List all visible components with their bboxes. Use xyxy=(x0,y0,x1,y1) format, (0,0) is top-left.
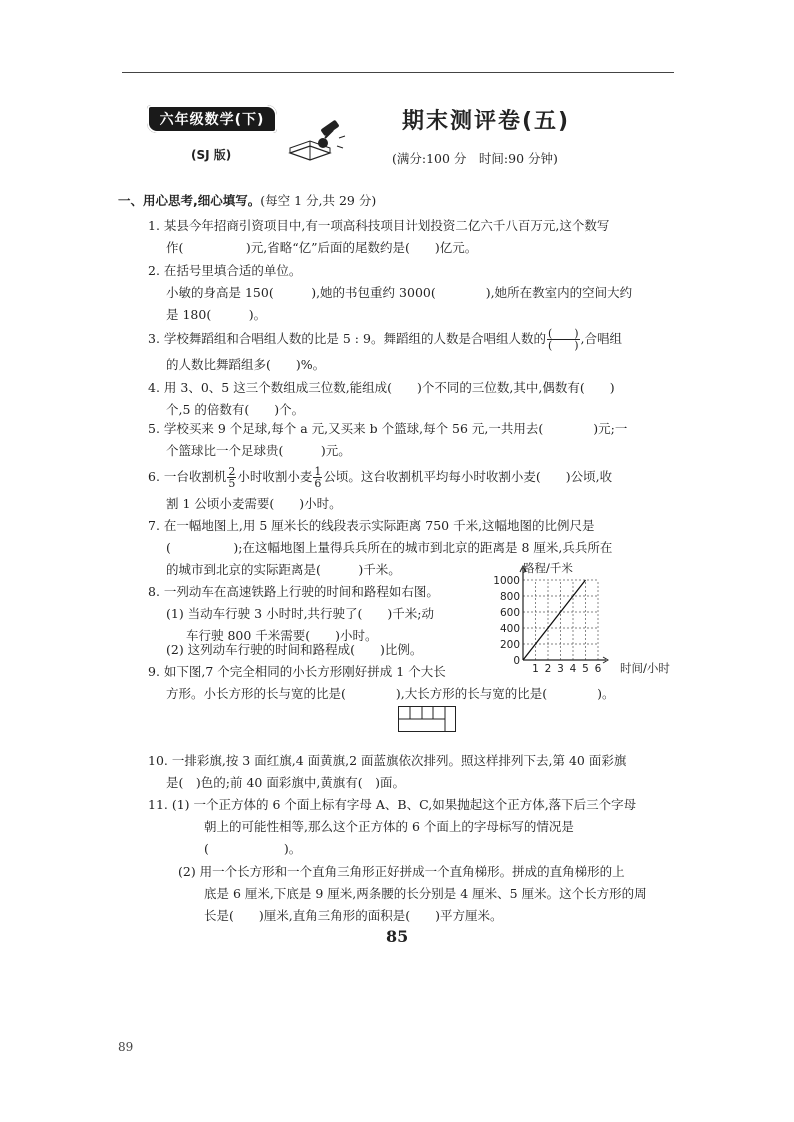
exam-subtitle: (满分:100 分 时间:90 分钟) xyxy=(392,151,558,166)
q4-line-2: 个,5 的倍数有( )个。 xyxy=(166,402,305,417)
page-number: 85 xyxy=(386,927,409,946)
q6-line-2: 割 1 公顷小麦需要( )小时。 xyxy=(166,496,342,511)
q3-line-2: 的人数比舞蹈组多( )%。 xyxy=(166,357,326,372)
x-tick-label: 2 xyxy=(544,663,552,675)
q11-line-2: 朝上的可能性相等,那么这个正方体的 6 个面上的字母标写的情况是 xyxy=(204,819,574,834)
q3-fraction-denominator: ( ) xyxy=(547,339,579,352)
q2-line-2: 小敏的身高是 150( ),她的书包重约 3000( ),她所在教室内的空间大约 xyxy=(166,285,633,300)
y-tick-label: 1000 xyxy=(493,575,520,587)
q10-line-2: 是( )色的;前 40 面彩旗中,黄旗有( )面。 xyxy=(166,775,406,790)
distance-time-chart xyxy=(480,556,695,678)
q7-line-3: 的城市到北京的实际距离是( )千米。 xyxy=(166,562,401,577)
q3-fraction xyxy=(547,328,580,351)
q5-line-2: 个篮球比一个足球贵( )元。 xyxy=(166,443,351,458)
q11-line-5: 底是 6 厘米,下底是 9 厘米,两条腰的长分别是 4 厘米、5 厘米。这个长方形的周 xyxy=(204,886,647,901)
top-rule xyxy=(122,72,674,73)
chart-grid xyxy=(523,580,598,660)
book-microscope-illustration xyxy=(285,118,350,163)
x-tick-label: 4 xyxy=(569,663,577,675)
q6-text-end: 公顷。这台收割机平均每小时收割小麦( )公顷,收 xyxy=(323,469,613,484)
chart-series xyxy=(523,580,586,660)
q6-text: 6. 一台收割机 xyxy=(148,469,227,484)
q8-line-1: 8. 一列动车在高速铁路上行驶的时间和路程如右图。 xyxy=(148,584,439,599)
y-tick-label: 800 xyxy=(499,591,520,603)
q1-line-2: 作( )元,省略“亿”后面的尾数约是( )亿元。 xyxy=(166,240,478,255)
q6-fraction-1-den: 5 xyxy=(228,477,236,490)
x-tick-label: 1 xyxy=(532,663,539,675)
x-tick-label: 5 xyxy=(582,663,589,675)
x-tick-label: 3 xyxy=(557,663,564,675)
rectangles-figure xyxy=(398,706,456,732)
q11-line-3: ( )。 xyxy=(204,841,302,856)
q11-line-1: 11. (1) 一个正方体的 6 个面上标有字母 A、B、C,如果抛起这个正方体,落下后三个字母 xyxy=(148,797,637,812)
series-line xyxy=(523,580,586,660)
q6-fraction-1 xyxy=(227,466,236,489)
q3-line-1 xyxy=(148,328,622,351)
q6-line-1 xyxy=(148,466,612,489)
exam-title: 期末测评卷(五) xyxy=(402,109,571,134)
y-tick-label: 600 xyxy=(499,607,520,619)
section-note: (每空 1 分,共 29 分) xyxy=(260,193,377,208)
q5-line-1: 5. 学校买来 9 个足球,每个 a 元,又买来 b 个篮球,每个 56 元,一共用去( )元;一 xyxy=(148,421,628,436)
q2-line-1: 2. 在括号里填合适的单位。 xyxy=(148,263,302,278)
q7-line-2: ( );在这幅地图上量得兵兵所在的城市到北京的距离是 8 厘米,兵兵所在 xyxy=(166,540,613,555)
x-tick-label: 6 xyxy=(594,663,602,675)
q4-line-1: 4. 用 3、0、5 这三个数组成三位数,能组成( )个不同的三位数,其中,偶数有( ) xyxy=(148,380,615,395)
y-tick-label: 200 xyxy=(499,639,520,651)
q8-line-3: 车行驶 800 千米需要( )小时。 xyxy=(186,628,378,643)
q6-fraction-2-num: 1 xyxy=(314,465,322,478)
q11-line-6: 长是( )厘米,直角三角形的面积是( )平方厘米。 xyxy=(204,908,503,923)
q3-fraction-numerator: ( ) xyxy=(547,327,579,340)
q3-text: 3. 学校舞蹈组和合唱组人数的比是 5 : 9。舞蹈组的人数是合唱组人数的 xyxy=(148,331,546,346)
y-tick-label: 0 xyxy=(513,655,520,667)
q9-line-2: 方形。小长方形的长与宽的比是( ),大长方形的长与宽的比是( )。 xyxy=(166,686,615,701)
section-heading xyxy=(118,191,376,209)
q8-line-4: (2) 这列动车行驶的时间和路程成( )比例。 xyxy=(166,642,423,657)
chart-axes xyxy=(520,566,608,663)
q10-line-1: 10. 一排彩旗,按 3 面红旗,4 面黄旗,2 面蓝旗依次排列。照这样排列下去,第 40 面彩旗 xyxy=(148,753,627,768)
q11-line-4: (2) 用一个长方形和一个直角三角形正好拼成一个直角梯形。拼成的直角梯形的上 xyxy=(178,864,625,879)
q6-fraction-1-num: 2 xyxy=(228,465,236,478)
q7-line-1: 7. 在一幅地图上,用 5 厘米长的线段表示实际距离 750 千米,这幅地图的比例尺是 xyxy=(148,518,595,533)
grade-badge: 六年级数学(下) xyxy=(147,105,277,133)
chart-ylabel: 路程/千米 xyxy=(523,561,573,575)
chart-xlabel: 时间/小时 xyxy=(620,661,670,675)
q1-line-1: 1. 某县今年招商引资项目中,有一项高科技项目计划投资二亿六千八百万元,这个数写 xyxy=(148,218,610,233)
q6-fraction-2-den: 6 xyxy=(314,477,322,490)
edition-label: (SJ 版) xyxy=(191,148,232,162)
corner-number: 89 xyxy=(118,1040,134,1054)
y-tick-label: 400 xyxy=(499,623,520,635)
q8-line-2: (1) 当动车行驶 3 小时时,共行驶了( )千米;动 xyxy=(166,606,435,621)
q6-fraction-2 xyxy=(313,466,322,489)
q2-line-3: 是 180( )。 xyxy=(166,307,267,322)
q3-text-end: ,合唱组 xyxy=(580,331,623,346)
section-title: 一、用心思考,细心填写。 xyxy=(118,193,261,208)
q9-line-1: 9. 如下图,7 个完全相同的小长方形刚好拼成 1 个大长 xyxy=(148,664,446,679)
q6-text-mid: 小时收割小麦 xyxy=(237,469,313,484)
